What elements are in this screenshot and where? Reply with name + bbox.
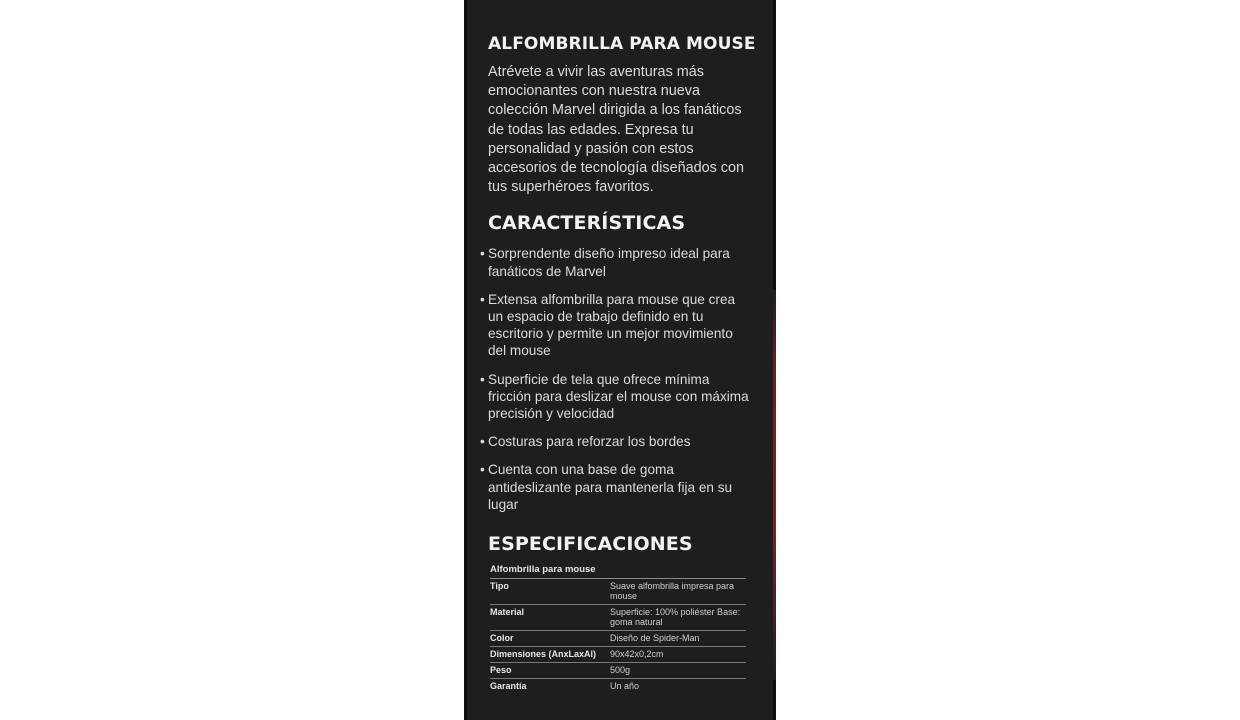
spec-value: Diseño de Spider-Man (610, 631, 746, 647)
spec-value: 500g (610, 663, 746, 679)
feature-item: • Superficie de tela que ofrece mínima fricción para deslizar el mouse con máxima precisión y velocidad (480, 371, 750, 423)
spec-value: 90x42x0,2cm (610, 647, 746, 663)
spec-label: Tipo (490, 579, 610, 605)
product-box-panel (464, 0, 776, 720)
spec-label: Peso (490, 663, 610, 679)
spec-label: Garantía (490, 681, 527, 692)
spec-row (490, 631, 746, 647)
specs-caption: Alfombrilla para mouse (490, 564, 746, 579)
specs-table (490, 579, 746, 694)
spec-row (490, 579, 746, 605)
spec-label: Color (490, 631, 610, 647)
spec-label: Dimensiones (AnxLaxAl) (490, 647, 610, 663)
feature-item: • Sorprendente diseño impreso ideal para fanáticos de Marvel (480, 245, 750, 279)
product-intro: Atrévete a vivir las aventuras más emocionantes con nuestra nueva colección Marvel dirigida a los fanáticos de todas las edades. Expresa tu personalidad y pasión con estos accesorios de tecnología diseñados con tus superhéroes favoritos. (488, 64, 745, 196)
features-heading: CARACTERÍSTICAS (488, 212, 686, 235)
product-title: ALFOMBRILLA PARA MOUSE (488, 34, 756, 54)
red-artwork-edge (773, 290, 776, 680)
specs-heading: ESPECIFICACIONES (488, 533, 693, 556)
feature-item: • Extensa alfombrilla para mouse que crea un espacio de trabajo definido en tu escritorio y permite un mejor movimiento del mouse (480, 291, 750, 360)
spec-row (490, 679, 746, 695)
spec-value: Un año (610, 681, 640, 692)
spec-value: Superficie: 100% poliéster Base: goma natural (610, 605, 746, 631)
feature-item: • Cuenta con una base de goma antideslizante para mantenerla fija en su lugar (480, 461, 750, 513)
spec-row (490, 605, 746, 631)
spec-row (490, 663, 746, 679)
spec-row (490, 647, 746, 663)
spec-value: Suave alfombrilla impresa para mouse (610, 579, 746, 605)
features-list (480, 245, 750, 513)
box-text-content (488, 30, 756, 694)
feature-item: • Costuras para reforzar los bordes (480, 433, 750, 450)
spec-label: Material (490, 605, 610, 631)
